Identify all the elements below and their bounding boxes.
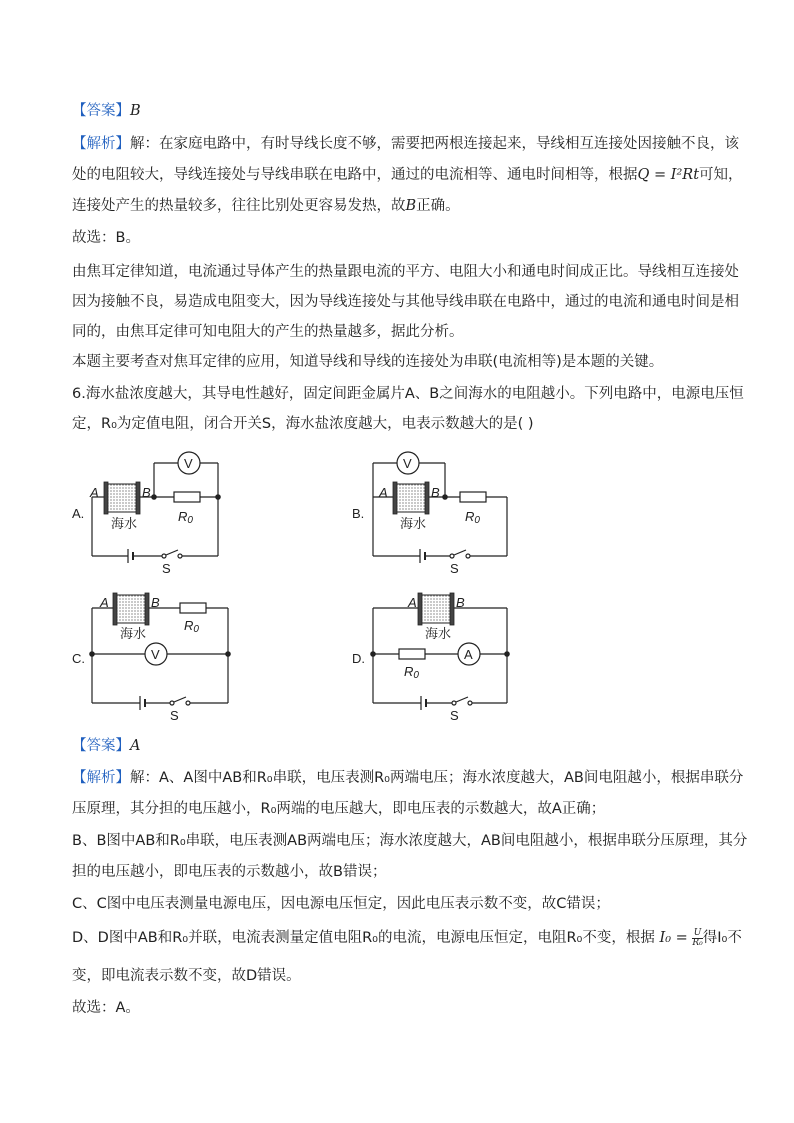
current-formula-lhs: I₀ =: [659, 930, 688, 946]
option-label-d: D.: [352, 651, 365, 666]
circuit-d: [371, 593, 509, 710]
analysis-tag: 【解析】: [72, 770, 130, 786]
plate-b-label: B: [431, 485, 440, 500]
switch-label: S: [170, 708, 179, 723]
option-label-c: C.: [72, 651, 85, 666]
answer-value: A: [130, 738, 141, 754]
analysis-text: 解：在家庭电路中，有时导线长度不够，需要把两根连接起来，导线相互连接处因接触不良，该: [130, 136, 739, 152]
resistor-label: R0: [178, 509, 193, 526]
answer-line-1: [72, 101, 141, 121]
fraction-numerator: U: [693, 927, 702, 938]
answer-line-2: [72, 736, 140, 756]
explain-line-1: 由焦耳定律知道，电流通过导体产生的热量跟电流的平方、电阻大小和通电时间成正比。导线相互连接处: [72, 264, 739, 280]
seawater-label: 海水: [425, 626, 452, 641]
plate-b-label: B: [456, 595, 465, 610]
explain-line-3: 同的，由焦耳定律可知电阻大的产生的热量越多，据此分析。: [72, 324, 464, 340]
key-point-line: 本题主要考查对焦耳定律的应用，知道导线和导线的连接处为串联(电流相等)是本题的关键。: [72, 354, 664, 370]
switch-label: S: [162, 561, 171, 576]
plate-a-label: A: [379, 485, 388, 500]
analysis-text: 得I₀不: [702, 930, 742, 946]
question-6-line-2: 定，R₀为定值电阻，闭合开关S，海水盐浓度越大，电表示数越大的是( ): [72, 416, 534, 432]
switch-label: S: [450, 561, 459, 576]
answer-tag: 【答案】: [72, 103, 130, 119]
variable-b: B: [405, 198, 417, 214]
analysis-2-line-3: B、B图中AB和R₀串联，电压表测AB两端电压；海水浓度越大，AB间电阻越小，根据串联分压原理，其分: [72, 833, 748, 849]
circuit-c: [90, 593, 230, 710]
plate-a-label: A: [408, 595, 417, 610]
analysis-2-line-4: 担的电压越小，即电压表的示数越小，故B错误；: [72, 864, 387, 880]
analysis-line-3: [72, 196, 460, 216]
analysis-text: 可知，: [699, 167, 743, 183]
resistor-label: R0: [404, 664, 419, 681]
analysis-text: D、D图中AB和R₀并联，电流表测量定值电阻R₀的电流，电源电压恒定，电阻R₀不变，根据: [72, 930, 655, 946]
choose-line-2: 故选：A。: [72, 1000, 140, 1016]
voltmeter-symbol: V: [403, 456, 412, 471]
answer-tag: 【答案】: [72, 738, 130, 754]
analysis-line-1: [72, 134, 739, 154]
current-fraction: [692, 929, 702, 948]
choose-line-1: 故选：B。: [72, 230, 140, 246]
analysis-2-line-2: 压原理，其分担的电压越小，R₀两端的电压越大，即电压表的示数越大，故A正确；: [72, 801, 606, 817]
analysis-2-line-7: 变，即电流表示数不变，故D错误。: [72, 968, 301, 984]
seawater-label: 海水: [120, 626, 147, 641]
analysis-2-line-1: [72, 768, 743, 788]
option-label-a: A.: [72, 506, 85, 521]
analysis-tag: 【解析】: [72, 136, 130, 152]
analysis-text: 连接处产生的热量较多，往往比别处更容易发热，故: [72, 198, 406, 214]
circuit-b: [373, 452, 507, 563]
circuit-a: [92, 452, 220, 563]
seawater-label: 海水: [400, 516, 427, 531]
resistor-label: R0: [184, 618, 199, 635]
voltmeter-symbol: V: [151, 647, 160, 662]
option-label-b: B.: [352, 506, 365, 521]
analysis-2-line-6: [72, 928, 742, 948]
answer-value: B: [130, 103, 141, 119]
joule-formula: Q = I²Rt: [637, 167, 700, 183]
question-6-line-1: 6.海水盐浓度越大，其导电性越好，固定间距金属片A、B之间海水的电阻越小。下列电路中，电源电压恒: [72, 386, 744, 402]
voltmeter-symbol: V: [184, 456, 193, 471]
analysis-text: 解：A、A图中AB和R₀串联，电压表测R₀两端电压；海水浓度越大，AB间电阻越小，根据串联分: [130, 770, 744, 786]
plate-a-label: A: [90, 485, 99, 500]
analysis-2-line-5: C、C图中电压表测量电源电压，因电源电压恒定，因此电压表示数不变，故C错误；: [72, 896, 610, 912]
ammeter-symbol: A: [464, 647, 473, 662]
fraction-denominator: R₀: [692, 937, 703, 948]
analysis-line-2: [72, 165, 743, 185]
resistor-label: R0: [465, 509, 480, 526]
analysis-text: 处的电阻较大，导线连接处与导线串联在电路中，通过的电流相等、通电时间相等，根据: [72, 167, 638, 183]
plate-b-label: B: [142, 485, 151, 500]
analysis-text: 正确。: [416, 198, 460, 214]
seawater-label: 海水: [111, 516, 138, 531]
plate-b-label: B: [151, 595, 160, 610]
circuit-figure: [0, 440, 794, 740]
plate-a-label: A: [100, 595, 109, 610]
switch-label: S: [450, 708, 459, 723]
explain-line-2: 因为接触不良，易造成电阻变大，因为导线连接处与其他导线串联在电路中，通过的电流和通电时间是相: [72, 294, 739, 310]
